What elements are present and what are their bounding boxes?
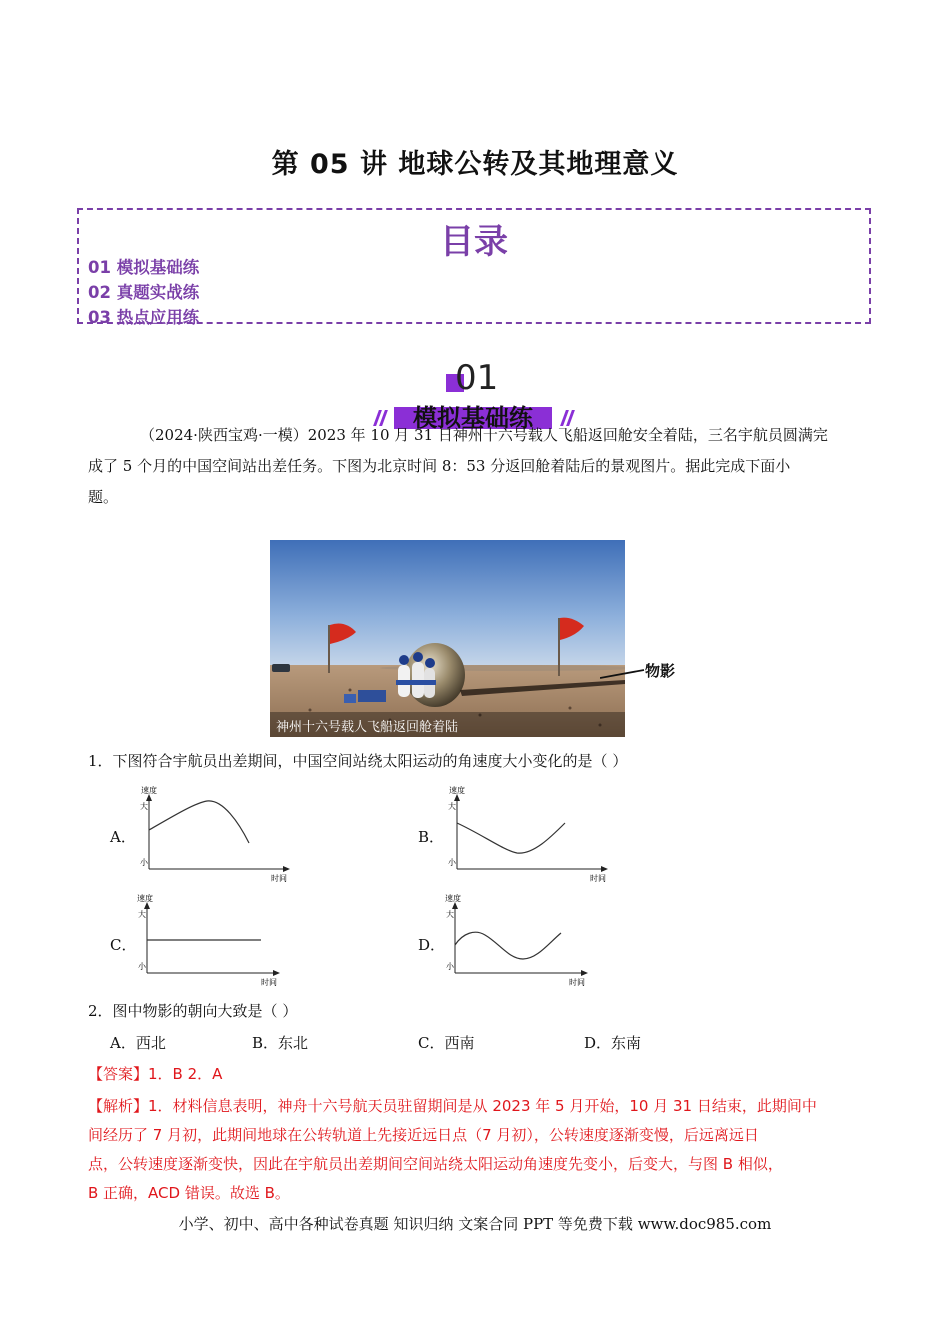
q1-a-ytop: 大 xyxy=(140,802,148,811)
q1-option-b-chart[interactable] xyxy=(443,785,613,885)
q2-option-a[interactable]: A．西北 xyxy=(110,1034,166,1052)
analysis-line-3: 点，公转速度逐渐变快，因此在宇航员出差期间空间站绕太阳运动角速度先变小，后变大，与图 B 相似， xyxy=(88,1155,783,1173)
toc-item-2[interactable]: 02 真题实战练 xyxy=(88,283,200,302)
photo-caption: 神州十六号载人飞船返回舱着陆 xyxy=(276,720,459,735)
q1-c-ytitle: 速度 xyxy=(137,894,153,903)
landing-photo-graphic xyxy=(270,540,625,737)
section-name: 模拟基础练 xyxy=(413,404,533,432)
q1-option-a-chart[interactable] xyxy=(135,785,295,885)
toc-item-3[interactable]: 03 热点应用练 xyxy=(88,308,200,327)
q1-a-ytitle: 速度 xyxy=(141,786,157,795)
q1-option-d-chart[interactable] xyxy=(443,893,593,988)
q1-a-ybottom: 小 xyxy=(140,858,148,867)
answer-line: 【答案】1．B 2．A xyxy=(88,1065,223,1083)
q1-b-xtitle: 时间 xyxy=(590,874,606,883)
q1-a-xtitle: 时间 xyxy=(271,874,287,883)
shadow-label: 物影 xyxy=(645,662,676,680)
q2-stem: 2．图中物影的朝向大致是（ ） xyxy=(88,1002,298,1020)
q2-option-d[interactable]: D．东南 xyxy=(584,1034,642,1052)
toc-heading: 目录 xyxy=(440,222,508,262)
analysis-line-2: 间经历了 7 月初，此期间地球在公转轨道上先接近远日点（7 月初），公转速度逐渐变慢，后远离远日 xyxy=(88,1126,759,1144)
table-of-contents xyxy=(77,208,871,327)
page-footer[interactable]: 小学、初中、高中各种试卷真题 知识归纳 文案合同 PPT 等免费下载 www.doc985.com xyxy=(178,1215,772,1233)
intro-line-2: 成了 5 个月的中国空间站出差任务。下图为北京时间 8：53 分返回舱着陆后的景观图片。据此完成下面小 xyxy=(88,457,791,475)
analysis-line-4: B 正确，ACD 错误。故选 B。 xyxy=(88,1184,290,1202)
toc-item-1[interactable]: 01 模拟基础练 xyxy=(88,258,200,277)
q1-stem: 1．下图符合宇航员出差期间，中国空间站绕太阳运动的角速度大小变化的是（ ） xyxy=(88,752,628,770)
q1-option-a-label[interactable]: A． xyxy=(110,828,136,846)
page-title: 第 05 讲 地球公转及其地理意义 xyxy=(271,149,679,180)
q1-d-xtitle: 时间 xyxy=(569,978,585,987)
q1-option-c-chart[interactable] xyxy=(135,893,285,988)
q1-option-d-label[interactable]: D． xyxy=(418,936,446,954)
q1-d-ytop: 大 xyxy=(446,910,454,919)
q1-option-c-label[interactable]: C． xyxy=(110,936,137,954)
intro-line-3: 题。 xyxy=(88,488,119,506)
section-number: 01 xyxy=(455,358,499,398)
q1-c-ybottom: 小 xyxy=(138,962,146,971)
landing-photo xyxy=(270,540,625,737)
q1-d-ybottom: 小 xyxy=(446,962,454,971)
q1-b-ybottom: 小 xyxy=(448,858,456,867)
q1-b-ytitle: 速度 xyxy=(449,786,465,795)
intro-line-1: （2024·陕西宝鸡·一模）2023 年 10 月 31 日神州十六号载人飞船返回舱安全着陆，三名宇航员圆满完 xyxy=(140,426,828,444)
q1-c-ytop: 大 xyxy=(138,910,146,919)
analysis-line-1: 【解析】1．材料信息表明，神舟十六号航天员驻留期间是从 2023 年 5 月开始，10 月 31 日结束，此期间中 xyxy=(88,1097,817,1115)
q2-option-b[interactable]: B．东北 xyxy=(252,1034,309,1052)
q1-b-ytop: 大 xyxy=(448,802,456,811)
q2-option-c[interactable]: C．西南 xyxy=(418,1034,475,1052)
q1-c-xtitle: 时间 xyxy=(261,978,277,987)
q1-d-ytitle: 速度 xyxy=(445,894,461,903)
q1-option-b-label[interactable]: B． xyxy=(418,828,445,846)
